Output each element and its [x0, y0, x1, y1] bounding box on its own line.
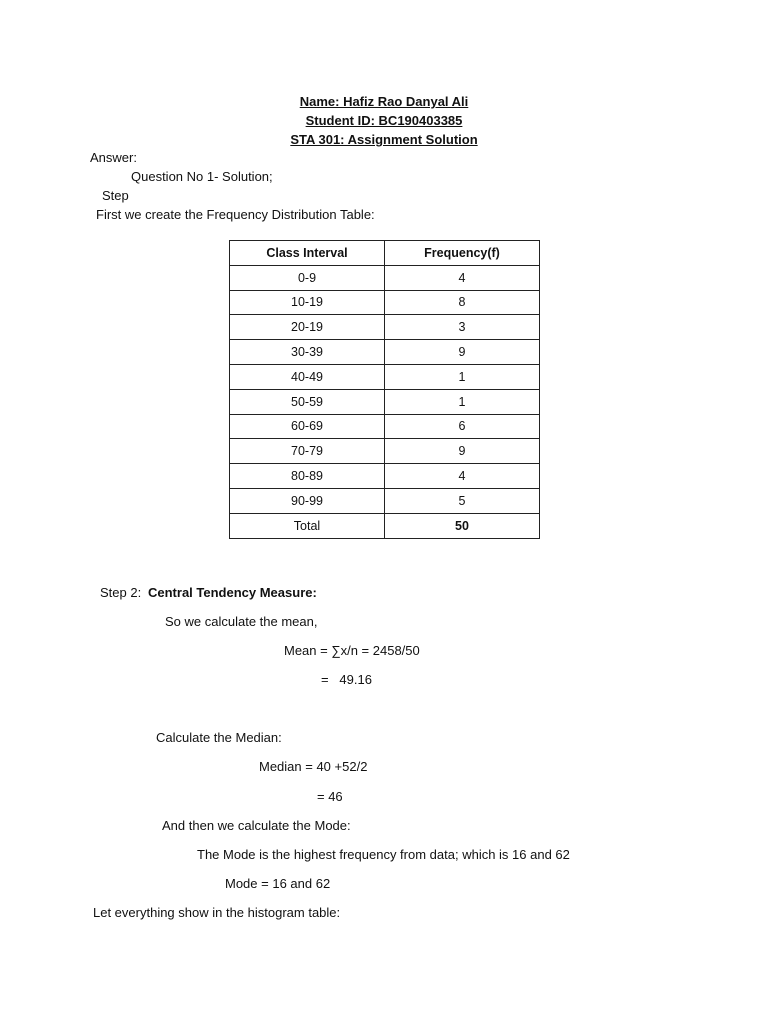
step2-label: Step 2:: [100, 585, 142, 600]
table-row: [230, 389, 540, 414]
frequency-cell: 9: [385, 340, 540, 365]
mean-formula: Mean = ∑x/n = 2458/50: [284, 643, 420, 658]
frequency-table: [229, 240, 540, 539]
table-row: [230, 265, 540, 290]
question-label: Question No 1- Solution;: [131, 169, 273, 184]
table-total-row: [230, 513, 540, 538]
mean-result: = 49.16: [321, 672, 372, 687]
median-formula: Median = 40 +52/2: [259, 759, 368, 774]
table-row: [230, 315, 540, 340]
step-label: Step: [102, 188, 129, 203]
table-row: [230, 414, 540, 439]
table-row: [230, 488, 540, 513]
class-interval-cell: 80-89: [230, 464, 385, 489]
table-intro: First we create the Frequency Distribution Table:: [96, 207, 375, 222]
class-interval-cell: 0-9: [230, 265, 385, 290]
mean-intro: So we calculate the mean,: [165, 614, 318, 629]
class-interval-cell: 10-19: [230, 290, 385, 315]
frequency-cell: 6: [385, 414, 540, 439]
course-title: STA 301: Assignment Solution: [290, 132, 478, 147]
table-row: [230, 364, 540, 389]
class-interval-cell: 40-49: [230, 364, 385, 389]
table-row: [230, 464, 540, 489]
frequency-cell: 8: [385, 290, 540, 315]
student-id: Student ID: BC190403385: [305, 113, 463, 128]
median-result: = 46: [317, 789, 343, 804]
student-name: Name: Hafiz Rao Danyal Ali: [299, 94, 469, 109]
table-row: [230, 290, 540, 315]
column-header-frequency: Frequency(f): [385, 241, 540, 266]
median-intro: Calculate the Median:: [156, 730, 282, 745]
frequency-cell: 1: [385, 364, 540, 389]
mode-text: The Mode is the highest frequency from data; which is 16 and 62: [197, 847, 570, 862]
frequency-cell: 4: [385, 464, 540, 489]
class-interval-cell: 60-69: [230, 414, 385, 439]
column-header-class-interval: Class Interval: [230, 241, 385, 266]
class-interval-cell: 90-99: [230, 488, 385, 513]
step2-title: Central Tendency Measure:: [148, 585, 317, 600]
answer-label: Answer:: [90, 150, 137, 165]
class-interval-cell: 70-79: [230, 439, 385, 464]
mode-intro: And then we calculate the Mode:: [162, 818, 351, 833]
table-header-row: [230, 241, 540, 266]
frequency-cell: 4: [385, 265, 540, 290]
class-interval-cell: 20-19: [230, 315, 385, 340]
class-interval-cell: 30-39: [230, 340, 385, 365]
total-label-cell: Total: [230, 513, 385, 538]
histogram-intro: Let everything show in the histogram table:: [93, 905, 341, 920]
frequency-cell: 3: [385, 315, 540, 340]
mode-result: Mode = 16 and 62: [225, 876, 331, 891]
frequency-cell: 1: [385, 389, 540, 414]
table-row: [230, 340, 540, 365]
frequency-cell: 9: [385, 439, 540, 464]
table-row: [230, 439, 540, 464]
frequency-cell: 5: [385, 488, 540, 513]
class-interval-cell: 50-59: [230, 389, 385, 414]
total-value-cell: 50: [385, 513, 540, 538]
